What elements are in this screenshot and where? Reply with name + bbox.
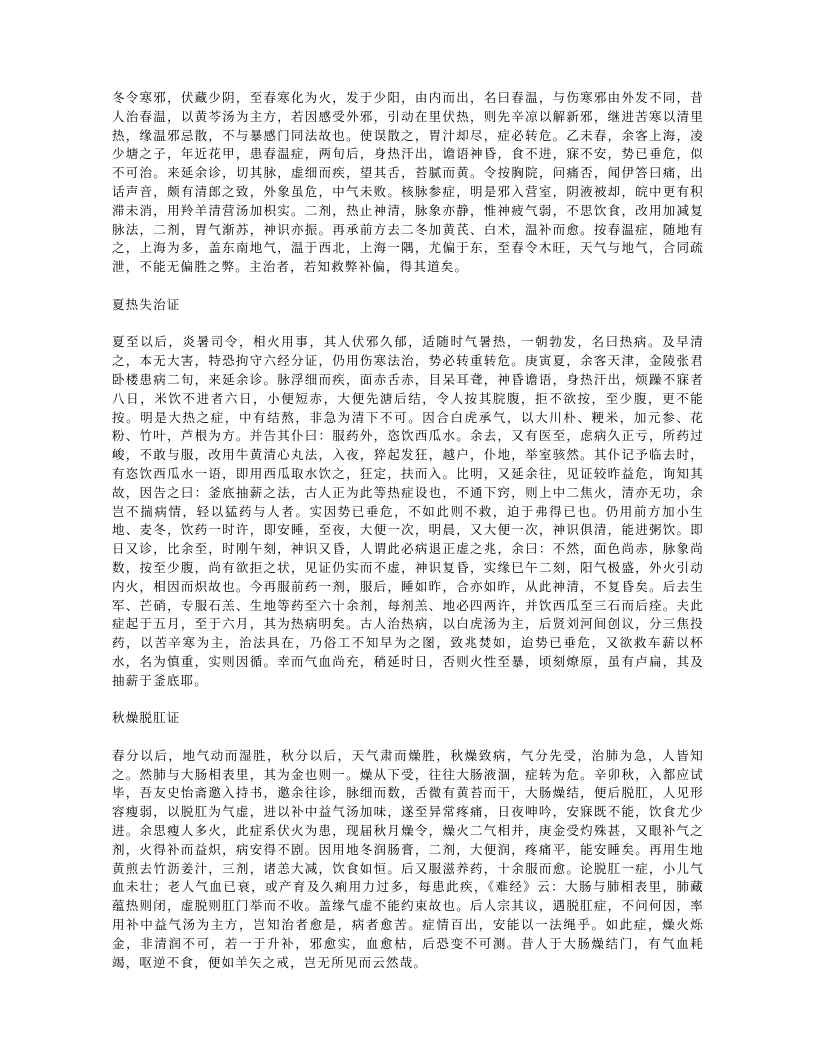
section-heading-autumn-dryness-prolapse: 秋燥脱肛证 xyxy=(112,711,181,726)
section-heading-summer-heat-mistreated: 夏热失治证 xyxy=(112,297,181,312)
paragraph-summer-heat-mistreated: 夏至以后，炎暑司令，相火用事，其人伏邪久郁，适随时气暑热，一朝勃发，名曰热病。及早清之，本无大害，特恐拘守六经分证，仍用伤寒法治，势必转重转危。庚寅夏，余客天津，金陵张君卧楼患病二旬，来延余诊。脉浮细而疾，面赤舌赤，目呆耳聋，神昏谵语，身热汗出，烦躁不寐者八日，米饮不进者六日，小便短赤，大便先溏后结，令人按其脘腹，拒不欲按，至少腹，更不能按。明是大热之症，中有结熬，非急为清下不可。因合白虎承气，以大川朴、粳米，加元参、花粉、竹叶，芦根为方。并告其仆曰：服药外，恣饮西瓜水。余去，又有医至，虑病久正亏，所药过峻，不敢与服，改用牛黄清心丸法，入夜，猝起发狂，越户，仆地，举室骇然。其仆记予临去时，有恣饮西瓜水一语，即用西瓜取水饮之，狂定，扶而入。比明，又延余往，见证较昨益危，询知其故，因告之曰：釜底抽薪之法，古人正为此等热症设也，不通下窍，则上中二焦火，清亦无功，余岂不揣病情，轻以猛药与人者。实因势已垂危，不如此则不救，迫于弗得已也。仍用前方加小生地、麦冬，饮药一时许，即安睡，至夜，大便一次，明晨，又大便一次，神识俱清，能进粥饮。即日又诊，比余至，时刚午刻，神识又昏，人谓此必病退正虚之兆，余曰：不然，面色尚赤，脉象尚数，按至少腹，尚有欲拒之状，见证仍实而不虚，神识复昏，实缘巳午二刻，阳气极盛，外火引动内火，相因而炽故也。今再服前药一剂，服后，睡如昨，合亦如昨，从此神清，不复昏矣。后去生军、芒硝，专服石羔、生地等药至六十余剂，每剂羔、地必四两许，并饮西瓜至三石而后痊。夫此症起于五月，至于六月，其为热病明矣。古人治热病，以白虎汤为主，后贤刘河间创议，分三焦投药，以苦辛寒为主，治法具在，乃俗工不知早为之图，致兆焚如，迨势已垂危，又欲救车薪以杯水，名为慎重，实则因循。幸而气血尚充，稍延时日，否则火性至暴，顷刻燎原，虽有卢扁，其及抽薪于釜底耶。 xyxy=(112,335,704,688)
paragraph-autumn-dryness-prolapse: 春分以后，地气动而湿胜，秋分以后，天气肃而燥胜，秋燥致病，气分先受，治肺为急，人皆知之。然肺与大肠相表里，其为金也则一。燥从下受，往往大肠液涸，症转为危。辛卯秋，入都应试毕，吾友史怡斋邀入持书，邀余往诊，脉细而数，舌微有黄苔而干，大肠燥结，便后脱肛，人见形容瘦弱，以脱肛为气虚，进以补中益气汤加味，遂至异常疼痛，日夜呻吟，安寐既不能，饮食尤少进。余思瘦人多火，此症系伏火为患，现届秋月燥令，燥火二气相并，庚金受灼殊甚，又眼补气之剂，火得补而益炽，病安得不剧。因用地冬润肠膏，二剂，大便润，疼痛平，能安睡矣。再用生地黄煎去竹沥姜汁，三剂，诸恙大减，饮食如恒。后又服滋养药，十余服而愈。论脱肛一症，小儿气血未壮；老人气血已衰，或产育及久痢用力过多，每患此疾，《难经》云：大肠与肺相表里，肺藏蕴热则闭，虚脱则肛门举而不收。盖缘气虚不能约束故也。后人宗其议，遇脱肛症，不问何因，率用补中益气汤为主方，岂知治者愈是，病者愈苦。症情百出，安能以一法绳乎。如此症，燥火烁金，非清润不可，若一于升补，邪愈实，血愈枯，后恐变不可测。昔人于大肠燥结门，有气血耗竭，呕逆不食，便如羊矢之戒，岂无所见而云然哉。 xyxy=(112,748,704,970)
paragraph-spring-warm-disease: 冬令寒邪，伏藏少阴，至春寒化为火，发于少阳，由内而出，名曰春温，与伤寒邪由外发不同，昔人治春温，以黄芩汤为主方，若因感受外邪，引动在里伏热，则先辛凉以解新邪，继进苦寒以清里热，缘温邪忌散，不与暴感门同法故也。使误散之，胃汁却尽，症必转危。乙未春，余客上海，凌少塘之子，年近花甲，患春温症，两旬后，身热汗出，谵语神昏，食不进，寐不安，势已垂危，似不可治。来延余诊，切其脉，虚细而疾，望其舌，苔腻而黄。令按胸院，问痛否，闻伊答曰痛，出话声音，颇有清郎之致，外象虽危，中气未败。核脉参症，明是邪入营室，阴液被却，皖中更有积滞未消，用羚羊清营汤加枳实。二剂，热止神清，脉象亦静，惟神疲气弱，不思饮食，改用加减复脉法，二剂，胃气渐苏，神识亦振。再承前方去二冬加黄芪、白术，温补而愈。按春温症，随地有之，上海为多，盖东南地气，温于西北，上海一隅，尤偏于东，至春令木旺，天气与地气，合同疏泄，不能无偏胜之弊。主治者，若知救弊补偏，得其道矣。 xyxy=(112,91,704,275)
